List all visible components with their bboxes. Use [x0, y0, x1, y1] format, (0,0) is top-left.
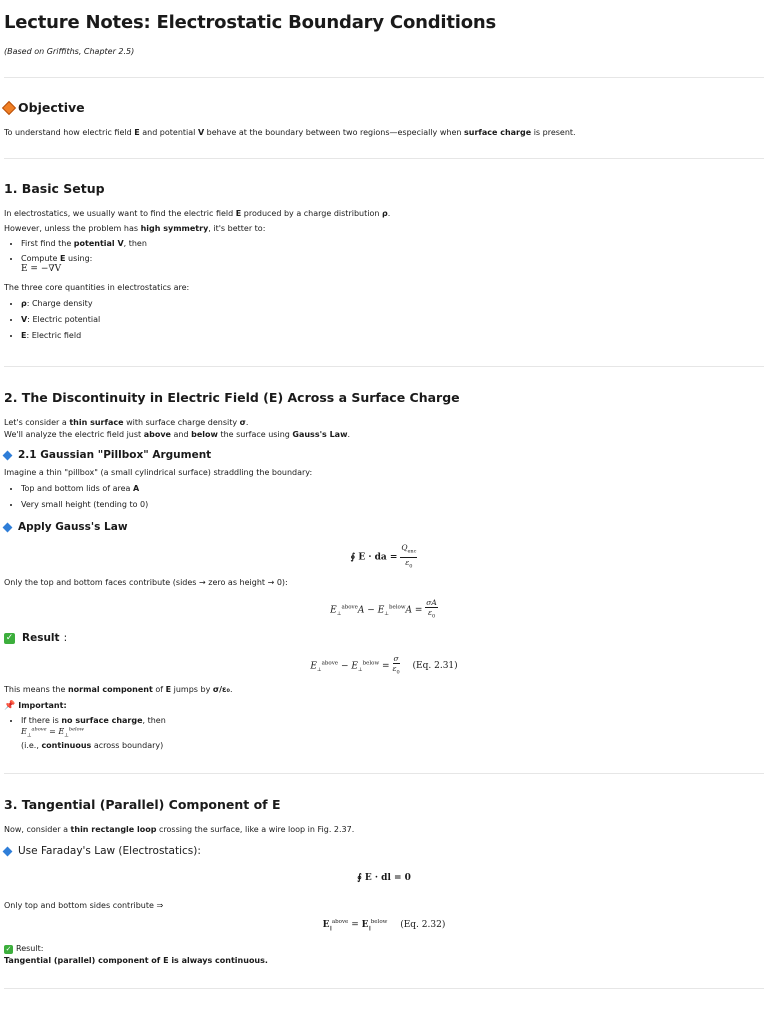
s2-para-1: Let's consider a thin surface with surface charge density σ. [4, 418, 249, 427]
s1-para-2: However, unless the problem has high symmetry, it's better to: [4, 224, 266, 233]
s3-para-1: Now, consider a thin rectangle loop crossing the surface, like a wire loop in Fig. 2.37. [4, 825, 355, 834]
gauss-law-equation [4, 543, 764, 571]
divider [4, 158, 764, 159]
section-2-heading: 2. The Discontinuity in Electric Field (E) Across a Surface Charge [4, 390, 460, 405]
list-item: • ρ: Charge density [21, 298, 764, 310]
divider [4, 77, 764, 78]
equation-tag: (Eq. 2.32) [400, 920, 446, 930]
equation-tag: (Eq. 2.31) [412, 661, 458, 672]
objective-section [4, 100, 764, 139]
equation-fraction: $\frac{Q_{enc}}{\varepsilon_0}$ [401, 543, 417, 569]
equation-lhs: ∮ E · da = [350, 552, 398, 563]
blue-diamond-icon [3, 846, 13, 856]
gauss-subsection [4, 521, 764, 533]
section-basic-setup [4, 181, 764, 345]
check-icon: ✓ [5, 945, 12, 953]
blue-diamond-icon [3, 450, 13, 460]
s3-only-text: Only top and bottom sides contribute ⇒ [4, 901, 164, 910]
objective-heading-text: Objective [18, 100, 85, 115]
s3-result-block [4, 943, 764, 967]
quantities-list [4, 298, 764, 342]
check-icon: ✓ [5, 633, 14, 643]
orange-diamond-icon [2, 100, 16, 114]
important-list [4, 716, 764, 751]
list-item: • If there is no surface charge, then $E_\perp^{above} = E_\perp^{below}$ (i.e., continuous across boundary) [21, 716, 764, 751]
normal-component-text: This means the normal component of E jumps by σ/ε₀. [4, 685, 233, 694]
pushpin-icon: 📌 [4, 701, 16, 711]
important-block [4, 700, 764, 754]
result-label: ✓ Result : [5, 632, 68, 644]
list-item: • Top and bottom lids of area A [21, 483, 764, 495]
s1-para-3: The three core quantities in electrostatics are: [4, 282, 190, 292]
objective-text: To understand how electric field E and potential V behave at the boundary between two regions—especially when surface charge is present. [4, 128, 576, 137]
s2-para-2: We'll analyze the electric field just above and below the surface using Gauss's Law. [4, 430, 351, 439]
page-title: Lecture Notes: Electrostatic Boundary Conditions [4, 12, 497, 33]
section-tangential [4, 797, 764, 836]
section-3-heading: 3. Tangential (Parallel) Component of E [4, 797, 281, 812]
s3-result-text: Tangential (parallel) component of E is always continuous. [4, 956, 268, 965]
faraday-equation: ∮ E · dl = 0 [357, 873, 411, 883]
only-top-bottom-text: Only the top and bottom faces contribute (sides → zero as height → 0): [4, 578, 288, 587]
tangential-equation: $E_\parallel^{above} = E_\parallel^{below}$ (Eq. 2.32) [322, 919, 446, 932]
title-block [4, 6, 764, 56]
divider [4, 773, 764, 774]
equation-fraction: $\frac{\sigma A}{\varepsilon_0}$ [426, 598, 437, 620]
divider [4, 988, 764, 989]
gauss-heading: Apply Gauss's Law [4, 521, 764, 533]
s3-result-label: ✓ Result: [5, 944, 44, 953]
faraday-subsection [4, 845, 764, 857]
important-label: 📌 Important: [4, 701, 67, 711]
pillbox-subsection [4, 449, 764, 514]
list-item: • E: Electric field [21, 330, 764, 342]
s1-para-1: In electrostatics, we usually want to find the electric field E produced by a charge distribution ρ. [4, 209, 391, 218]
normal-jump-equation: $E_\perp^{above} - E_\perp^{below}$ = $\frac{\sigma}{\varepsilon_0}$ (Eq. 2.31) [310, 654, 458, 676]
pillbox-flux-equation: $E_\perp^{above}A - E_\perp^{below}A$ = $\frac{\sigma A}{\varepsilon_0}$ [330, 598, 437, 620]
pillbox-text: Imagine a thin "pillbox" (a small cylindrical surface) straddling the boundary: [4, 468, 313, 477]
divider [4, 366, 764, 367]
page-subtitle: (Based on Griffiths, Chapter 2.5) [4, 47, 135, 56]
list-item: • First find the potential V, then [21, 238, 764, 250]
continuity-equation: $E_\perp^{above} = E_\perp^{below}$ [21, 726, 84, 739]
list-item: • V: Electric potential [21, 314, 764, 326]
objective-heading [4, 100, 764, 115]
blue-diamond-icon [3, 522, 13, 532]
gradient-equation: E = −∇V [21, 263, 62, 274]
list-item: • Compute E using: E = −∇V [21, 254, 764, 274]
faraday-heading: Use Faraday's Law (Electrostatics): [4, 845, 764, 857]
equation-fraction: $\frac{\sigma}{\varepsilon_0}$ [392, 654, 400, 676]
section-discontinuity [4, 390, 764, 441]
pillbox-heading: 2.1 Gaussian "Pillbox" Argument [4, 449, 764, 461]
pillbox-list [4, 483, 764, 511]
list-item: • Very small height (tending to 0) [21, 499, 764, 511]
section-1-heading: 1. Basic Setup [4, 181, 105, 196]
s1-steps-list [4, 238, 764, 274]
result-label-block [4, 632, 764, 644]
